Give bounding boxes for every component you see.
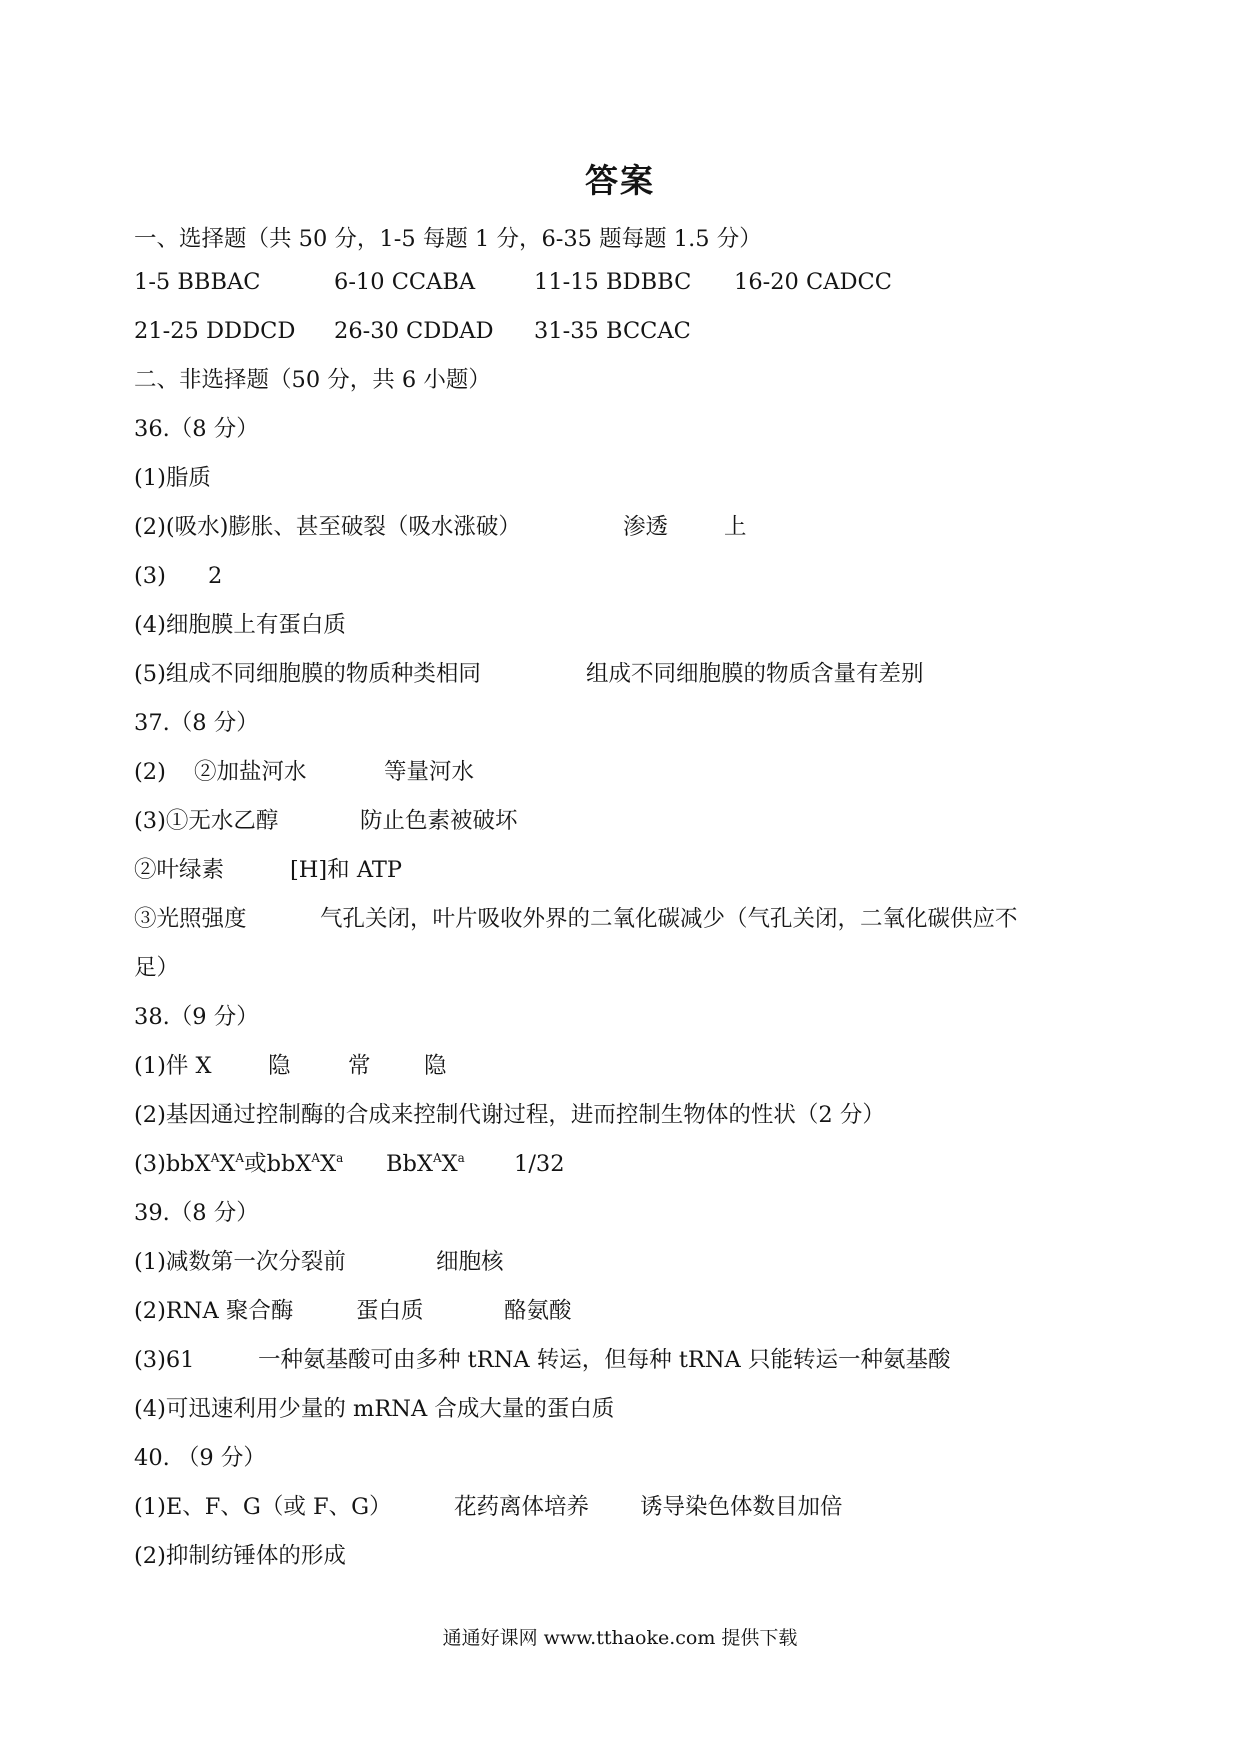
question-39-heading: 39.（8 分） [134,1200,259,1226]
q37-answer-3c: ③光照强度 气孔关闭，叶片吸收外界的二氧化碳减少（气孔关闭，二氧化碳供应不 [134,906,1018,932]
q37-answer-3c-continued: 足） [134,955,180,981]
mc-group: 21-25 DDDCD [134,318,296,344]
q37-answer-3b: ②叶绿素 [H]和 ATP [134,857,402,883]
mc-answers-row-1 [134,258,1114,307]
mc-answers-row-2 [134,307,1114,356]
page-title: 答案 [585,161,655,200]
q36-answer-1: (1)脂质 [134,465,211,491]
genotype-answers: $(3)bbX^AX^A$或$bbX^AX^a$ [134,1151,344,1177]
section1-heading: 一、选择题（共 50 分，1-5 每题 1 分，6-35 题每题 1.5 分） [134,226,762,252]
q38-answer-1: (1)伴 X 隐 常 隐 [134,1053,447,1079]
q38-answer-3 [134,1140,1114,1189]
q38-answer-2: (2)基因通过控制酶的合成来控制代谢过程，进而控制生物体的性状（2 分） [134,1102,885,1128]
mc-group: 31-35 BCCAC [534,318,691,344]
question-36-heading: 36.（8 分） [134,416,259,442]
genotype-answer: $BbX^AX^a$ [386,1151,465,1177]
q40-answer-2: (2)抑制纺锤体的形成 [134,1543,346,1569]
question-40-heading: 40. （9 分） [134,1445,266,1471]
mc-group: 26-30 CDDAD [334,318,494,344]
q39-answer-2: (2)RNA 聚合酶 蛋白质 酪氨酸 [134,1298,572,1324]
q37-answer-3: (3)①无水乙醇 防止色素被破坏 [134,808,518,834]
question-38-heading: 38.（9 分） [134,1004,259,1030]
q37-answer-2: (2) ②加盐河水 等量河水 [134,759,475,785]
mc-group: 6-10 CCABA [334,269,476,295]
section2-heading: 二、非选择题（50 分，共 6 小题） [134,367,491,393]
mc-group: 1-5 BBBAC [134,269,261,295]
q39-answer-4: (4)可迅速利用少量的 mRNA 合成大量的蛋白质 [134,1396,615,1422]
q36-answer-2: (2)(吸水)膨胀、甚至破裂（吸水涨破） 渗透 上 [134,514,747,540]
answer-body [134,220,1114,1581]
q39-answer-3: (3)61 一种氨基酸可由多种 tRNA 转运，但每种 tRNA 只能转运一种氨基酸 [134,1347,951,1373]
q40-answer-1: (1)E、F、G（或 F、G） 花药离体培养 诱导染色体数目加倍 [134,1494,843,1520]
page-footer: 通通好课网 www.tthaoke.com 提供下载 [442,1627,798,1649]
probability-answer: 1/32 [514,1151,565,1177]
q36-answer-4: (4)细胞膜上有蛋白质 [134,612,346,638]
q39-answer-1: (1)减数第一次分裂前 细胞核 [134,1249,504,1275]
q36-answer-3: (3) 2 [134,563,223,589]
question-37-heading: 37.（8 分） [134,710,259,736]
mc-group: 16-20 CADCC [734,269,892,295]
mc-group: 11-15 BDBBC [534,269,692,295]
q36-answer-5: (5)组成不同细胞膜的物质种类相同 组成不同细胞膜的物质含量有差别 [134,661,924,687]
